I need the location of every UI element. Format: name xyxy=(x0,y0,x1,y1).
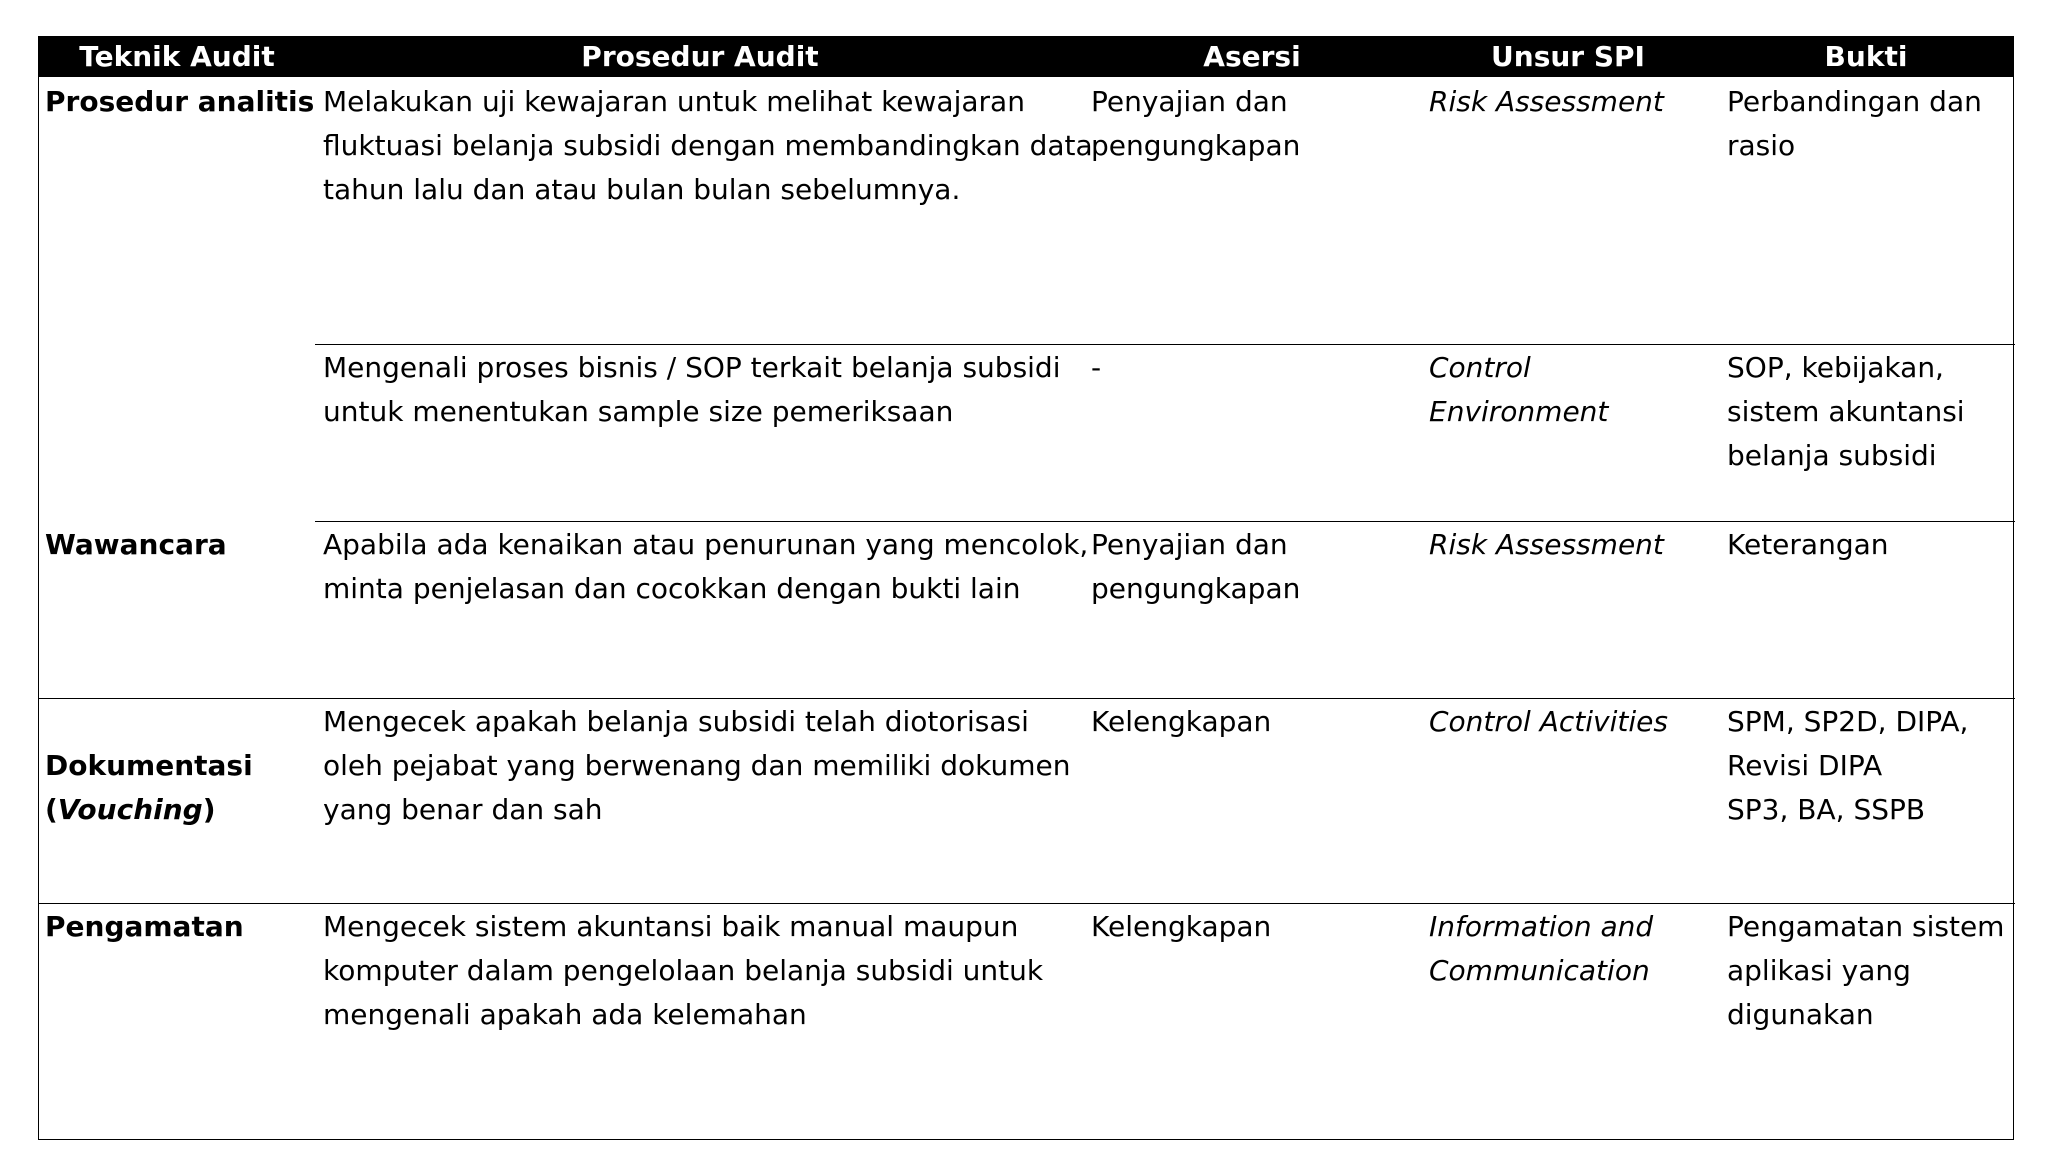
row-divider xyxy=(315,521,2015,522)
header-unsur-spi: Unsur SPI xyxy=(1491,40,1645,73)
row4-teknik xyxy=(45,700,253,832)
row3-bukti: Keterangan xyxy=(1727,528,1889,561)
row2-unsur-spi: Control Environment xyxy=(1429,351,1609,428)
row4-asersi: Kelengkapan xyxy=(1091,705,1272,738)
row4-paren-close: ) xyxy=(202,793,216,826)
table-header-row xyxy=(39,37,2013,77)
row4-teknik-label: Dokumentasi xyxy=(45,749,253,782)
row-divider xyxy=(39,698,2015,699)
row5-prosedur: Mengecek sistem akuntansi baik manual maupun komputer dalam pengelolaan belanja subsidi untuk mengenali apakah ada kelemahan xyxy=(323,910,1044,1031)
row2-bukti: SOP, kebijakan, sistem akuntansi belanja subsidi xyxy=(1727,351,1965,472)
row5-bukti: Pengamatan sistem aplikasi yang digunakan xyxy=(1727,910,2005,1031)
row5-asersi: Kelengkapan xyxy=(1091,910,1272,943)
header-teknik-audit: Teknik Audit xyxy=(79,40,275,73)
audit-table xyxy=(38,36,2014,1140)
row1-bukti: Perbandingan dan rasio xyxy=(1727,85,1982,162)
row2-prosedur: Mengenali proses bisnis / SOP terkait belanja subsidi untuk menentukan sample size pemeriksaan xyxy=(323,351,1061,428)
row4-bukti: SPM, SP2D, DIPA, Revisi DIPA SP3, BA, SSPB xyxy=(1727,705,1969,826)
row2-asersi: - xyxy=(1091,351,1102,384)
header-asersi: Asersi xyxy=(1203,40,1301,73)
row4-prosedur: Mengecek apakah belanja subsidi telah diotorisasi oleh pejabat yang berwenang dan memiliki dokumen yang benar dan sah xyxy=(323,705,1071,826)
row1-prosedur: Melakukan uji kewajaran untuk melihat kewajaran fluktuasi belanja subsidi dengan membandingkan data tahun lalu dan atau bulan bulan sebelumnya. xyxy=(323,85,1093,206)
row3-asersi: Penyajian dan pengungkapan xyxy=(1091,528,1301,605)
header-prosedur-audit: Prosedur Audit xyxy=(581,40,819,73)
row5-teknik: Pengamatan xyxy=(45,910,244,943)
row3-teknik: Wawancara xyxy=(45,528,227,561)
row4-unsur-spi: Control Activities xyxy=(1429,705,1668,738)
row-divider xyxy=(39,903,2015,904)
row3-unsur-spi: Risk Assessment xyxy=(1429,528,1664,561)
row4-paren-open: ( xyxy=(45,793,58,826)
header-bukti: Bukti xyxy=(1824,40,1908,73)
row-divider xyxy=(315,344,2015,345)
row3-prosedur: Apabila ada kenaikan atau penurunan yang mencolok, minta penjelasan dan cocokkan dengan bukti lain xyxy=(323,528,1089,605)
row1-asersi: Penyajian dan pengungkapan xyxy=(1091,85,1301,162)
row1-unsur-spi: Risk Assessment xyxy=(1429,85,1664,118)
row5-unsur-spi: Information and Communication xyxy=(1429,910,1654,987)
row4-teknik-italic: Vouching xyxy=(57,793,203,826)
row1-teknik: Prosedur analitis xyxy=(45,85,315,118)
